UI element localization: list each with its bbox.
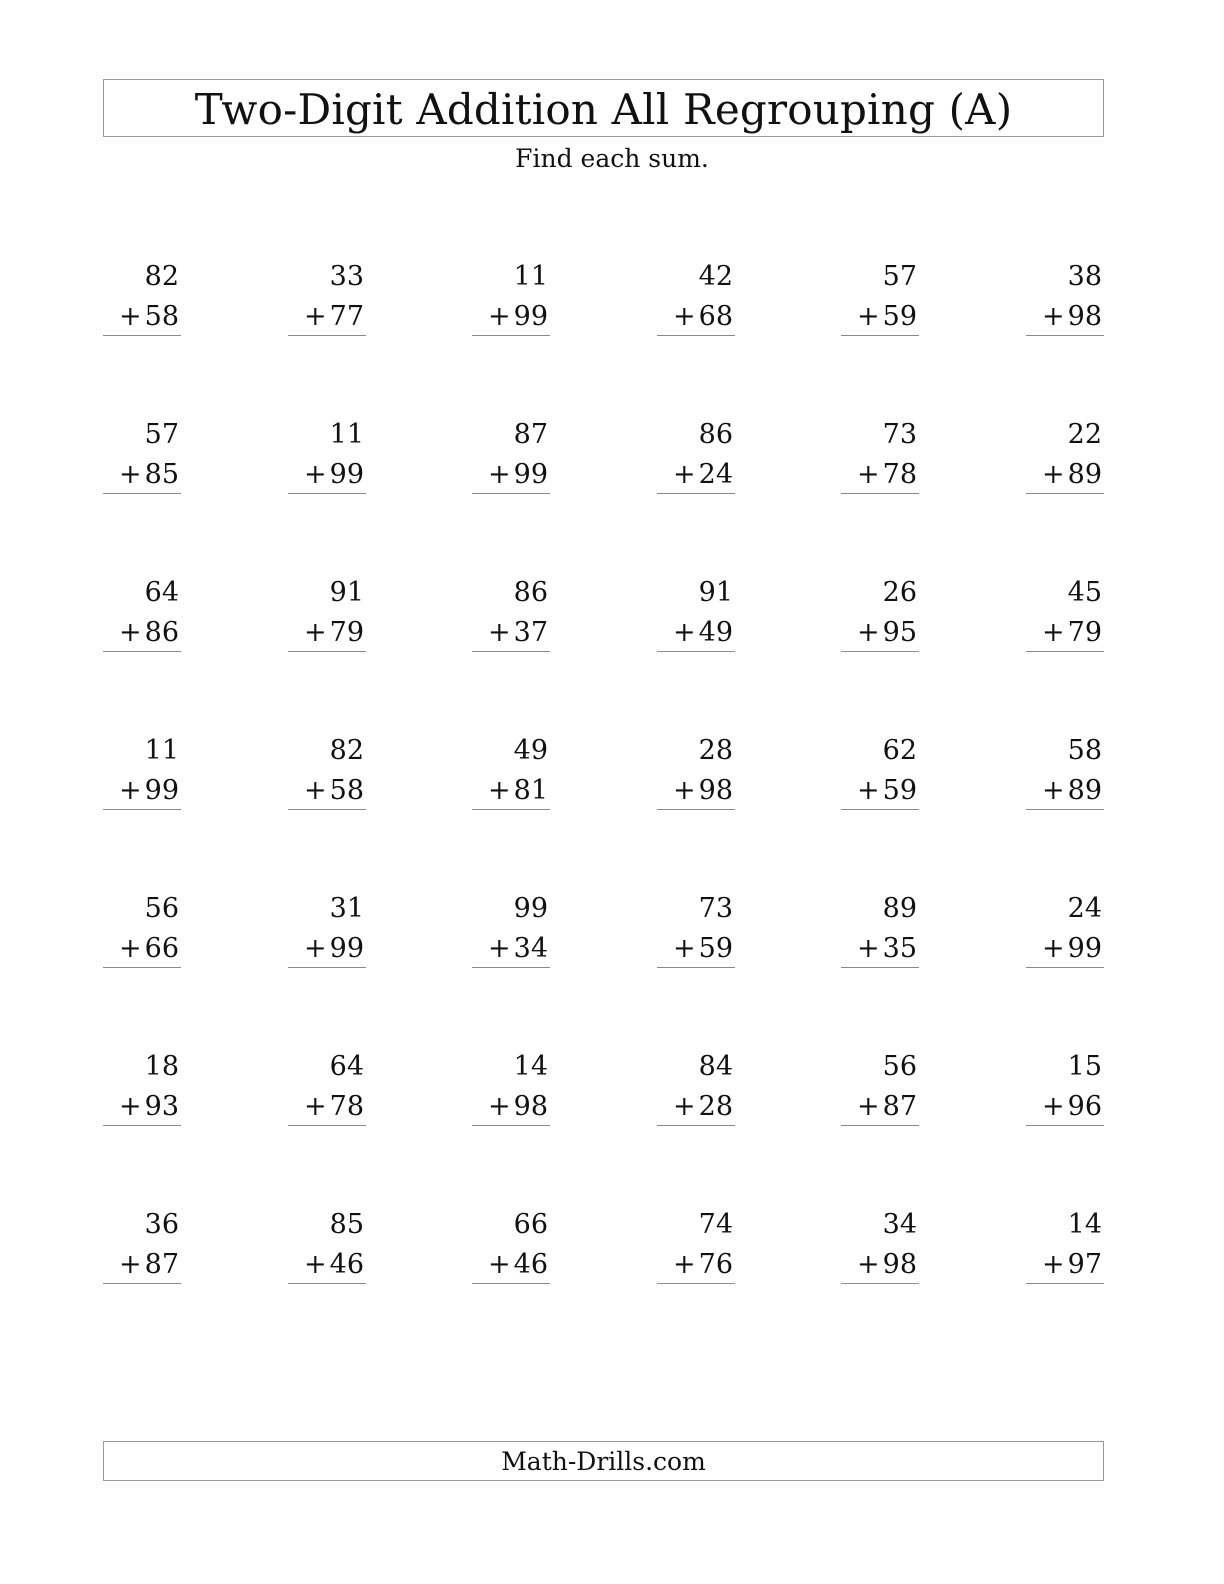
- first-addend: 56: [144, 893, 179, 924]
- plus-sign: +: [857, 775, 880, 806]
- plus-sign: +: [488, 301, 511, 332]
- second-addend: 77: [329, 301, 364, 332]
- first-addend: 82: [329, 735, 364, 766]
- addition-problem: [288, 255, 366, 336]
- addition-problem: [472, 255, 550, 336]
- addition-problem: [288, 571, 366, 652]
- plus-sign: +: [119, 1091, 142, 1122]
- first-addend: 86: [698, 419, 733, 450]
- answer-line: [103, 493, 181, 494]
- plus-sign: +: [673, 617, 696, 648]
- problem-row: [103, 413, 1104, 503]
- second-addend: 87: [144, 1249, 179, 1280]
- addition-problem: [472, 887, 550, 968]
- addition-problem: [288, 1203, 366, 1284]
- first-addend: 58: [1067, 735, 1102, 766]
- plus-sign: +: [1042, 617, 1065, 648]
- second-addend: 98: [882, 1249, 917, 1280]
- addition-problem: [472, 1203, 550, 1284]
- first-addend: 11: [144, 735, 179, 766]
- answer-line: [288, 1283, 366, 1284]
- first-addend: 99: [513, 893, 548, 924]
- second-addend: 85: [144, 459, 179, 490]
- first-addend: 64: [144, 577, 179, 608]
- second-addend: 79: [1067, 617, 1102, 648]
- addition-problem: [472, 729, 550, 810]
- plus-sign: +: [488, 617, 511, 648]
- plus-sign: +: [857, 1249, 880, 1280]
- first-addend: 74: [698, 1209, 733, 1240]
- first-addend: 57: [882, 261, 917, 292]
- addition-problem: [841, 571, 919, 652]
- second-addend: 68: [698, 301, 733, 332]
- plus-sign: +: [673, 933, 696, 964]
- title-box: [103, 79, 1104, 137]
- answer-line: [657, 335, 735, 336]
- problem-row: [103, 1203, 1104, 1293]
- first-addend: 11: [329, 419, 364, 450]
- addition-problem: [1026, 1045, 1104, 1126]
- addition-problem: [1026, 887, 1104, 968]
- second-addend: 79: [329, 617, 364, 648]
- answer-line: [288, 1125, 366, 1126]
- second-addend: 89: [1067, 775, 1102, 806]
- addition-problem: [841, 1045, 919, 1126]
- plus-sign: +: [1042, 775, 1065, 806]
- first-addend: 14: [513, 1051, 548, 1082]
- answer-line: [472, 651, 550, 652]
- second-addend: 35: [882, 933, 917, 964]
- first-addend: 26: [882, 577, 917, 608]
- addition-problem: [103, 1045, 181, 1126]
- first-addend: 86: [513, 577, 548, 608]
- answer-line: [288, 493, 366, 494]
- plus-sign: +: [857, 933, 880, 964]
- second-addend: 99: [329, 459, 364, 490]
- addition-problem: [841, 887, 919, 968]
- answer-line: [657, 1283, 735, 1284]
- addition-problem: [657, 1045, 735, 1126]
- answer-line: [657, 651, 735, 652]
- addition-problem: [657, 729, 735, 810]
- answer-line: [1026, 1283, 1104, 1284]
- second-addend: 99: [513, 459, 548, 490]
- addition-problem: [288, 413, 366, 494]
- answer-line: [841, 493, 919, 494]
- addition-problem: [103, 729, 181, 810]
- answer-line: [841, 335, 919, 336]
- worksheet-title: Two-Digit Addition All Regrouping (A): [194, 85, 1013, 134]
- first-addend: 28: [698, 735, 733, 766]
- second-addend: 87: [882, 1091, 917, 1122]
- second-addend: 86: [144, 617, 179, 648]
- answer-line: [103, 967, 181, 968]
- plus-sign: +: [304, 775, 327, 806]
- first-addend: 34: [882, 1209, 917, 1240]
- answer-line: [288, 967, 366, 968]
- answer-line: [841, 651, 919, 652]
- first-addend: 24: [1067, 893, 1102, 924]
- problem-row: [103, 571, 1104, 661]
- first-addend: 33: [329, 261, 364, 292]
- addition-problem: [1026, 1203, 1104, 1284]
- plus-sign: +: [119, 617, 142, 648]
- second-addend: 98: [1067, 301, 1102, 332]
- addition-problem: [841, 255, 919, 336]
- plus-sign: +: [304, 1091, 327, 1122]
- answer-line: [472, 1125, 550, 1126]
- addition-problem: [841, 1203, 919, 1284]
- second-addend: 34: [513, 933, 548, 964]
- addition-problem: [841, 729, 919, 810]
- plus-sign: +: [1042, 301, 1065, 332]
- first-addend: 22: [1067, 419, 1102, 450]
- first-addend: 18: [144, 1051, 179, 1082]
- plus-sign: +: [673, 459, 696, 490]
- first-addend: 91: [698, 577, 733, 608]
- second-addend: 76: [698, 1249, 733, 1280]
- first-addend: 38: [1067, 261, 1102, 292]
- first-addend: 11: [513, 261, 548, 292]
- addition-problem: [657, 1203, 735, 1284]
- addition-problem: [657, 413, 735, 494]
- plus-sign: +: [857, 301, 880, 332]
- addition-problem: [103, 413, 181, 494]
- addition-problem: [472, 571, 550, 652]
- second-addend: 59: [698, 933, 733, 964]
- answer-line: [472, 809, 550, 810]
- instructions: Find each sum.: [515, 144, 709, 173]
- answer-line: [1026, 1125, 1104, 1126]
- first-addend: 85: [329, 1209, 364, 1240]
- second-addend: 98: [513, 1091, 548, 1122]
- second-addend: 66: [144, 933, 179, 964]
- plus-sign: +: [1042, 1091, 1065, 1122]
- answer-line: [103, 1283, 181, 1284]
- answer-line: [288, 335, 366, 336]
- addition-problem: [472, 1045, 550, 1126]
- answer-line: [103, 335, 181, 336]
- addition-problem: [657, 571, 735, 652]
- second-addend: 59: [882, 301, 917, 332]
- answer-line: [657, 967, 735, 968]
- second-addend: 24: [698, 459, 733, 490]
- second-addend: 99: [329, 933, 364, 964]
- second-addend: 99: [513, 301, 548, 332]
- plus-sign: +: [857, 617, 880, 648]
- first-addend: 89: [882, 893, 917, 924]
- problem-row: [103, 1045, 1104, 1135]
- answer-line: [1026, 967, 1104, 968]
- addition-problem: [1026, 571, 1104, 652]
- addition-problem: [288, 729, 366, 810]
- answer-line: [472, 493, 550, 494]
- second-addend: 99: [1067, 933, 1102, 964]
- first-addend: 91: [329, 577, 364, 608]
- second-addend: 58: [329, 775, 364, 806]
- answer-line: [841, 809, 919, 810]
- addition-problem: [472, 413, 550, 494]
- addition-problem: [841, 413, 919, 494]
- second-addend: 37: [513, 617, 548, 648]
- addition-problem: [288, 1045, 366, 1126]
- answer-line: [841, 1125, 919, 1126]
- first-addend: 49: [513, 735, 548, 766]
- first-addend: 87: [513, 419, 548, 450]
- answer-line: [472, 1283, 550, 1284]
- plus-sign: +: [488, 1249, 511, 1280]
- problem-row: [103, 887, 1104, 977]
- second-addend: 98: [698, 775, 733, 806]
- answer-line: [103, 651, 181, 652]
- answer-line: [841, 1283, 919, 1284]
- plus-sign: +: [304, 459, 327, 490]
- addition-problem: [103, 887, 181, 968]
- plus-sign: +: [119, 775, 142, 806]
- answer-line: [1026, 651, 1104, 652]
- first-addend: 64: [329, 1051, 364, 1082]
- plus-sign: +: [488, 775, 511, 806]
- problem-row: [103, 255, 1104, 345]
- plus-sign: +: [488, 459, 511, 490]
- plus-sign: +: [673, 301, 696, 332]
- addition-problem: [103, 1203, 181, 1284]
- first-addend: 57: [144, 419, 179, 450]
- plus-sign: +: [119, 933, 142, 964]
- answer-line: [1026, 335, 1104, 336]
- addition-problem: [288, 887, 366, 968]
- answer-line: [103, 809, 181, 810]
- plus-sign: +: [304, 617, 327, 648]
- answer-line: [472, 335, 550, 336]
- first-addend: 62: [882, 735, 917, 766]
- second-addend: 81: [513, 775, 548, 806]
- second-addend: 78: [882, 459, 917, 490]
- second-addend: 49: [698, 617, 733, 648]
- plus-sign: +: [304, 1249, 327, 1280]
- first-addend: 15: [1067, 1051, 1102, 1082]
- plus-sign: +: [1042, 933, 1065, 964]
- answer-line: [841, 967, 919, 968]
- answer-line: [103, 1125, 181, 1126]
- first-addend: 66: [513, 1209, 548, 1240]
- plus-sign: +: [488, 1091, 511, 1122]
- plus-sign: +: [673, 1091, 696, 1122]
- first-addend: 73: [882, 419, 917, 450]
- first-addend: 82: [144, 261, 179, 292]
- addition-problem: [103, 571, 181, 652]
- answer-line: [1026, 809, 1104, 810]
- first-addend: 84: [698, 1051, 733, 1082]
- first-addend: 42: [698, 261, 733, 292]
- plus-sign: +: [673, 1249, 696, 1280]
- answer-line: [472, 967, 550, 968]
- second-addend: 59: [882, 775, 917, 806]
- second-addend: 97: [1067, 1249, 1102, 1280]
- second-addend: 96: [1067, 1091, 1102, 1122]
- answer-line: [657, 1125, 735, 1126]
- answer-line: [657, 493, 735, 494]
- first-addend: 73: [698, 893, 733, 924]
- plus-sign: +: [304, 933, 327, 964]
- first-addend: 56: [882, 1051, 917, 1082]
- addition-problem: [1026, 413, 1104, 494]
- addition-problem: [657, 255, 735, 336]
- addition-problem: [657, 887, 735, 968]
- first-addend: 36: [144, 1209, 179, 1240]
- second-addend: 28: [698, 1091, 733, 1122]
- second-addend: 78: [329, 1091, 364, 1122]
- plus-sign: +: [673, 775, 696, 806]
- plus-sign: +: [1042, 459, 1065, 490]
- plus-sign: +: [1042, 1249, 1065, 1280]
- plus-sign: +: [119, 459, 142, 490]
- first-addend: 31: [329, 893, 364, 924]
- answer-line: [288, 809, 366, 810]
- second-addend: 46: [513, 1249, 548, 1280]
- second-addend: 89: [1067, 459, 1102, 490]
- second-addend: 46: [329, 1249, 364, 1280]
- footer-box: [103, 1441, 1104, 1481]
- second-addend: 58: [144, 301, 179, 332]
- second-addend: 95: [882, 617, 917, 648]
- second-addend: 93: [144, 1091, 179, 1122]
- first-addend: 45: [1067, 577, 1102, 608]
- answer-line: [1026, 493, 1104, 494]
- plus-sign: +: [119, 1249, 142, 1280]
- plus-sign: +: [488, 933, 511, 964]
- problem-row: [103, 729, 1104, 819]
- plus-sign: +: [119, 301, 142, 332]
- answer-line: [657, 809, 735, 810]
- plus-sign: +: [857, 1091, 880, 1122]
- answer-line: [288, 651, 366, 652]
- addition-problem: [1026, 729, 1104, 810]
- second-addend: 99: [144, 775, 179, 806]
- first-addend: 14: [1067, 1209, 1102, 1240]
- addition-problem: [1026, 255, 1104, 336]
- plus-sign: +: [304, 301, 327, 332]
- addition-problem: [103, 255, 181, 336]
- footer-site: Math-Drills.com: [501, 1447, 706, 1476]
- plus-sign: +: [857, 459, 880, 490]
